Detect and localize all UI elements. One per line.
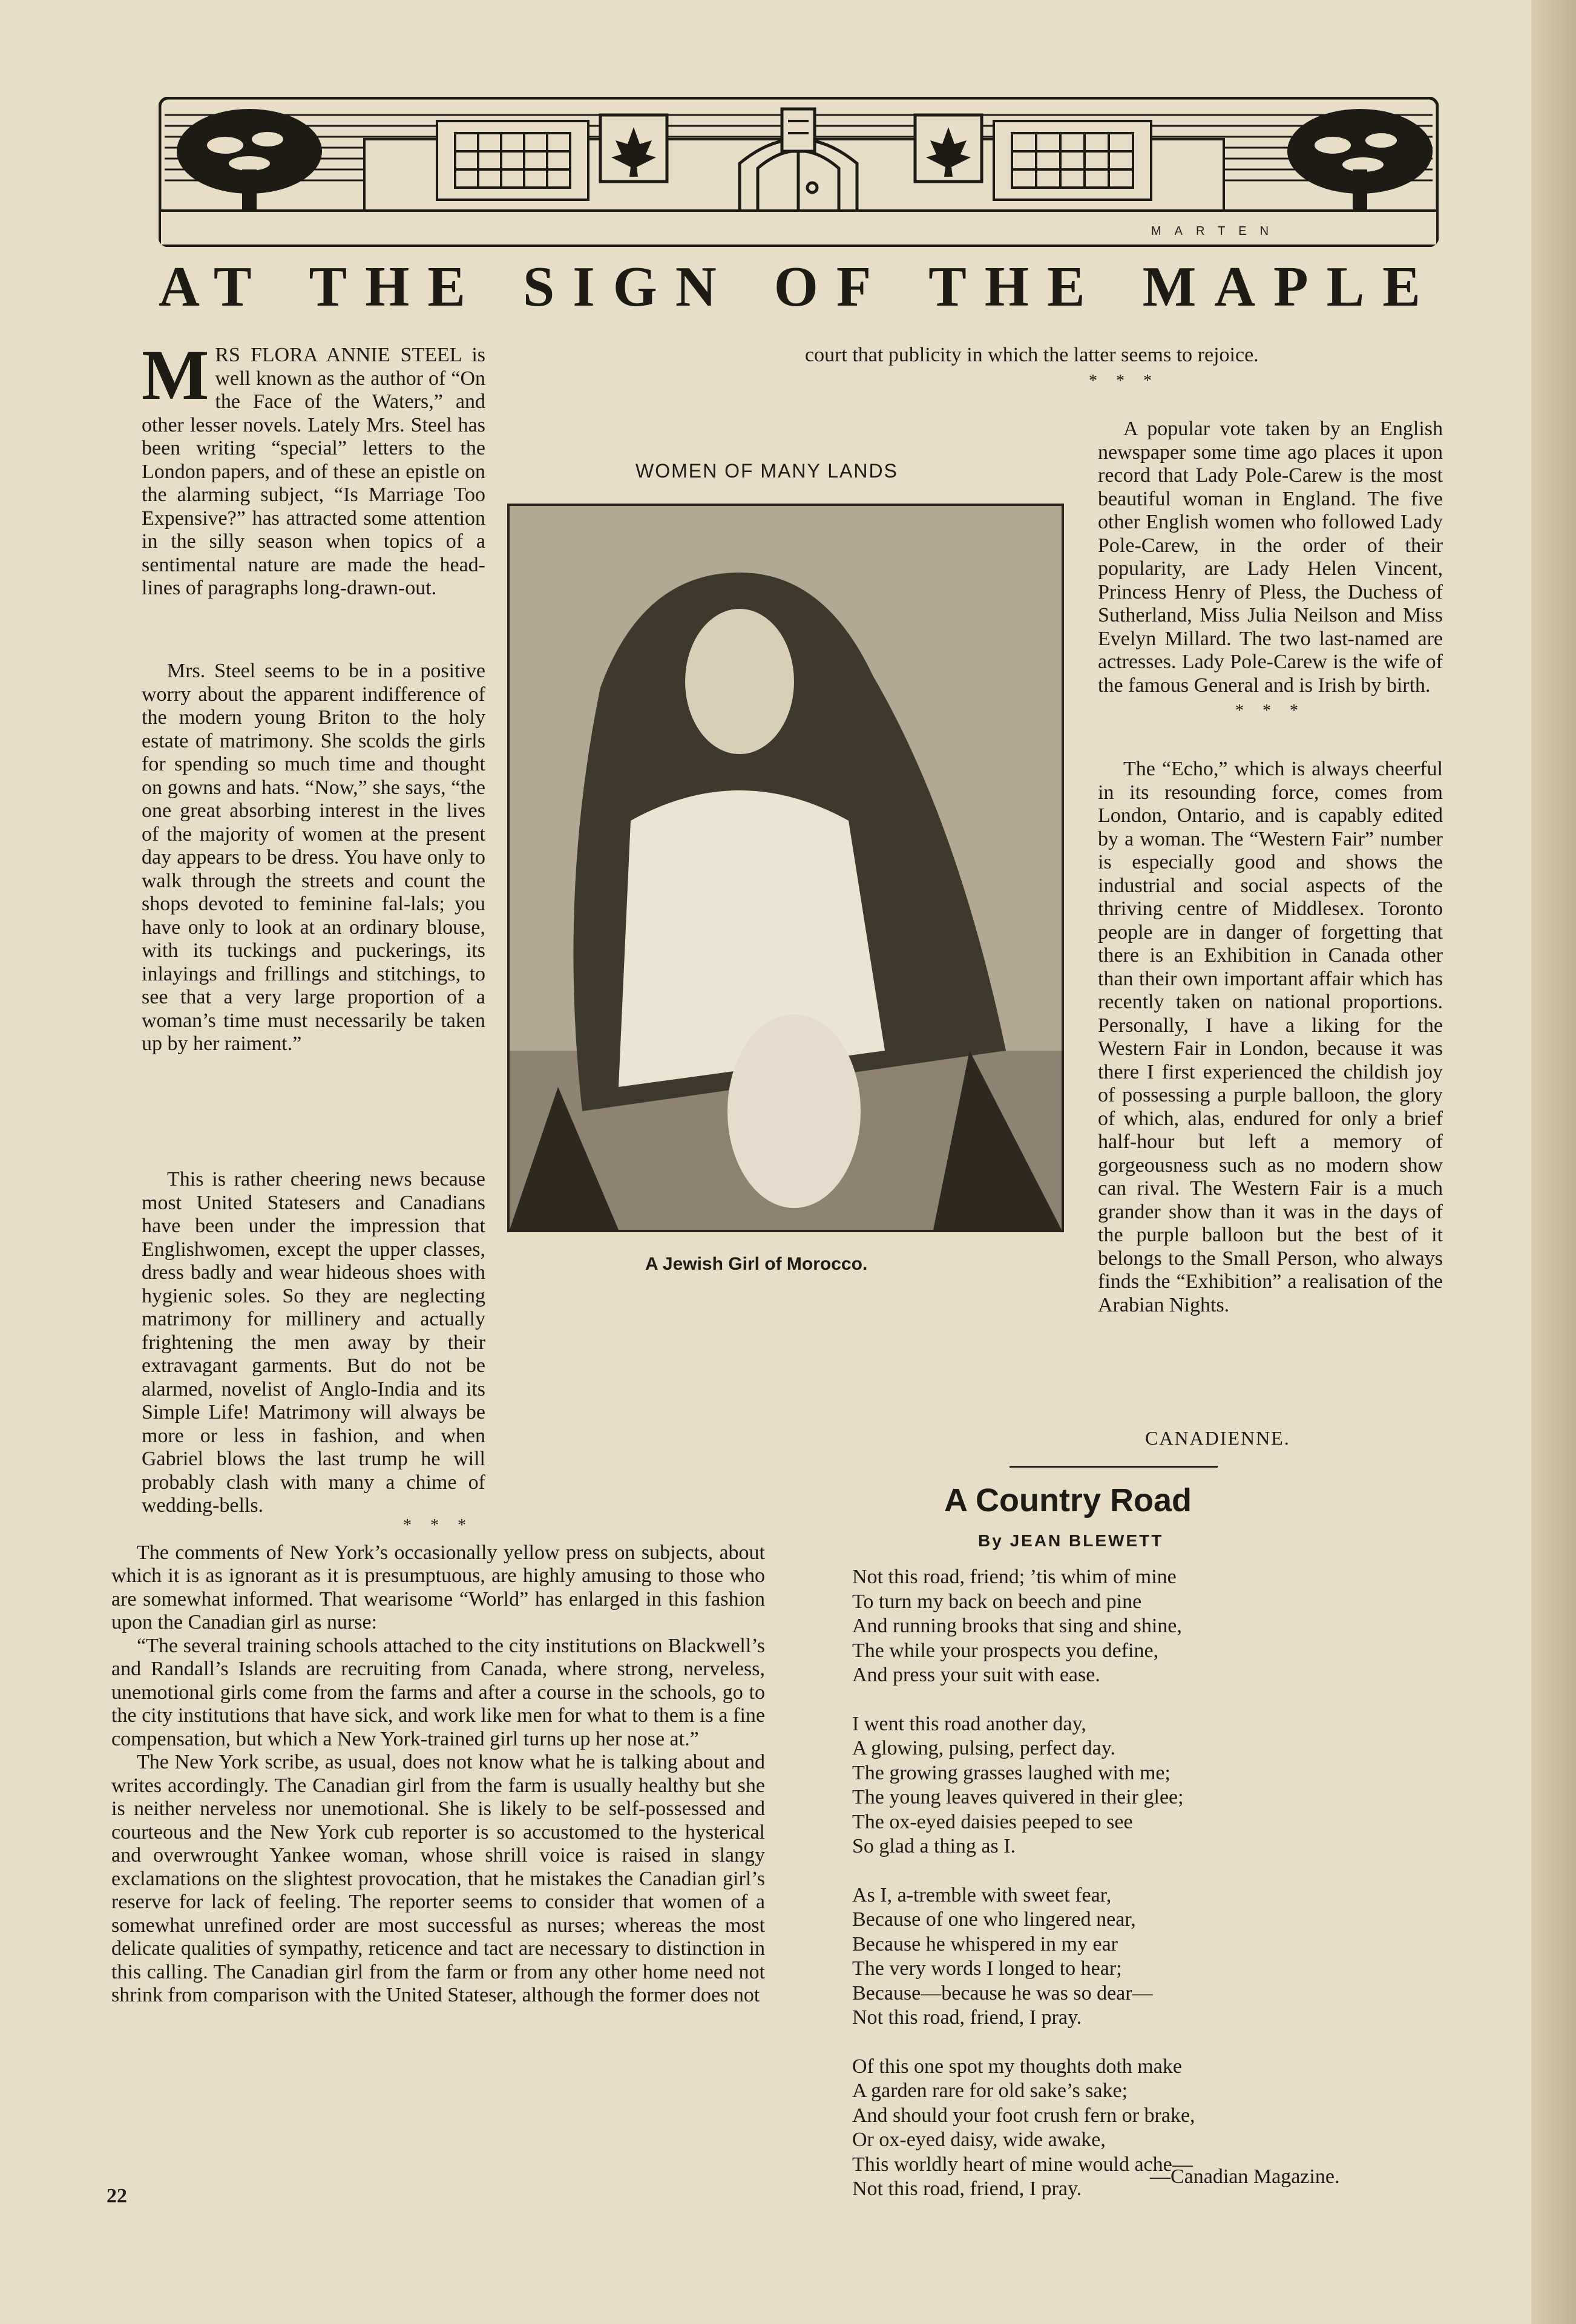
poem-line: I went this road another day,	[852, 1712, 1086, 1735]
article-paragraph: This is rather cheering news because most United Statesers and Canadians have been under the impression that Englishwomen, except the upper classes, dress badly and wear hideous shoes with hygienic soles. So they are neglecting matrimony for millinery and actually frightening the men away by their extravagant garments. But do not be alarmed, novelist of Anglo-India and its Simple Life! Matrimony will always be more or less in fashion, and when Gabriel blows the last trump he will probably clash with many a chime of wedding-bells.	[142, 1168, 485, 1517]
poem-line: Because of one who lingered near,	[852, 1908, 1136, 1931]
article-column-right-top	[805, 344, 1443, 396]
poem-stanza	[852, 1712, 1397, 1859]
page-title	[159, 254, 1439, 318]
title-word: AT	[159, 255, 270, 318]
lantern-icon	[782, 109, 815, 151]
article-paragraph: A popular vote taken by an English newspaper some time ago places it upon record that Lady Pole-Carew is the most beautiful woman in England. The five other English women who followed Lady Pole-Carew, in the order of their popularity, are Lady Helen Vincent, Princess Henry of Pless, the Duchess of Sutherland, Miss Julia Neilson and Miss Evelyn Millard. The two last-named are actresses. Lady Pole-Carew is the wife of the famous General and is Irish by birth.	[1098, 418, 1443, 697]
photo-caption: A Jewish Girl of Morocco.	[645, 1254, 868, 1274]
page-number: 22	[107, 2185, 127, 2207]
section-divider: * * *	[1089, 371, 1159, 390]
article-column-left-upper	[142, 335, 485, 600]
maple-sign-left-icon	[600, 115, 667, 182]
poem-line: The while your prospects you define,	[852, 1639, 1159, 1662]
article-paragraph: The “Echo,” which is always cheerful in its resounding force, comes from London, Ontario, and is capably edited by a woman. The “Western Fair” number is especially good and shows the industrial and social aspects of the thriving centre of Middlesex. Toronto people are in danger of forgetting that there is an Exhibition in Canada other than their own important affair which has recently taken on national proportions. Personally, I have a liking for the Western Fair in London, because it was there I first experienced the childish joy of possessing a purple balloon, the glory of which, alas, endured for only a brief half-hour but left a memory of gorgeousness such as no modern show can rival. The Western Fair is a much grander show than it was in the days of the purple balloon but the best of it belongs to the Small Person, who always finds the “Exhibition” a realisation of the Arabian Nights.	[1098, 758, 1443, 1316]
poem-line: The growing grasses laughed with me;	[852, 1761, 1171, 1784]
poem-line: Because—because he was so dear—	[852, 1981, 1153, 2004]
poem-title: A Country Road	[944, 1482, 1192, 1518]
section-divider: * * *	[1235, 701, 1305, 720]
portrait-photo	[507, 504, 1064, 1232]
poem-source: —Canadian Magazine.	[1150, 2165, 1340, 2188]
section-divider: * * *	[403, 1516, 473, 1535]
poem-line: As I, a-tremble with sweet fear,	[852, 1883, 1112, 1906]
poem-line: And running brooks that sing and shine,	[852, 1615, 1182, 1637]
paragraph-continuation: court that publicity in which the latter seems to rejoice.	[805, 344, 1259, 366]
poem-line: So glad a thing as I.	[852, 1835, 1016, 1857]
poem-stanza	[852, 1883, 1397, 2030]
title-word: THE	[309, 255, 484, 318]
paragraph-text: RS FLORA ANNIE STEEL is well known as the author of “On the Face of the Waters,” and other lesser novels. Lately Mrs. Steel has been writing “special” letters to the London papers, and of these an epistle on the alarming subject, “Is Marriage Too Expensive?” has attracted some attention in the silly season when topics of a sentimental nature are made the head-lines of paragraphs long-drawn-out.	[142, 344, 485, 599]
poem-line: Or ox-eyed daisy, wide awake,	[852, 2129, 1106, 2151]
poem-body	[852, 1565, 1397, 2226]
poem-line: A glowing, pulsing, perfect day.	[852, 1737, 1115, 1759]
title-word: SIGN	[522, 255, 735, 318]
article-signoff: CANADIENNE.	[1145, 1427, 1290, 1449]
poem-byline: By JEAN BLEWETT	[978, 1531, 1164, 1550]
article-column-right-lower	[1098, 758, 1443, 1317]
page-edge-shadow	[1531, 0, 1576, 2324]
title-word: THE	[928, 255, 1103, 318]
article-quote: “The several training schools attached to the city institutions on Blackwell’s and Randall’s Islands are recruiting from Canada, where strong, nerveless, unemotional girls come from the farms and after a course in the schools, go to the city institutions that have sick, and work like men for what to them is a fine compensation, but which a New York-trained girl turns up her nose at.”	[111, 1634, 765, 1750]
poem-line: Of this one spot my thoughts doth make	[852, 2055, 1182, 2078]
woman-portrait-icon	[510, 506, 1062, 1230]
title-word: MAPLE	[1142, 255, 1439, 318]
poem-line: The young leaves quivered in their glee;	[852, 1786, 1184, 1808]
poem-line: Not this road, friend; ’tis whim of mine	[852, 1566, 1177, 1588]
header-illustration	[159, 97, 1439, 247]
article-paragraph: The New York scribe, as usual, does not know what he is talking about and writes accordingly. The Canadian girl from the farm is usually healthy but she is neither nerveless nor unemotional. She is likely to be self-possessed and courteous and the New York cub reporter is so accustomed to the hysterical and overwrought Yankee woman, whose shrill voice is raised in slangy exclamations on the slightest provocation, that he mistakes the Canadian girl’s reserve for lack of feeling. The reporter seems to consider that women of a somewhat unrefined order are most successful as nurses; whereas the most delicate qualities of sympathy, reticence and tact are necessary to distinction in this calling. The Canadian girl from the farm or from any other home need not shrink from comparison with the United Stateser, although the former does not	[111, 1751, 765, 2006]
article-paragraph: Mrs. Steel seems to be in a positive worry about the apparent indifference of the modern young Briton to the holy estate of matrimony. She scolds the girls for spending so much time and thought on gowns and hats. “Now,” she says, “the one great absorbing interest in the lives of the majority of women at the present day appears to be dress. You have only to walk through the streets and count the shops devoted to feminine fal-lals; you have only to look at an ordinary blouse, with its tuckings and puckerings, its inlayings and frillings and stitchings, to see that a very large proportion of a woman’s time must necessarily be taken up by her raiment.”	[142, 660, 485, 1055]
article-column-left-middle	[142, 660, 485, 1056]
article-column-left-bottom	[111, 1512, 765, 2007]
title-word: OF	[773, 255, 890, 318]
poem-line: Not this road, friend, I pray.	[852, 2178, 1082, 2200]
poem-line: The very words I longed to hear;	[852, 1957, 1122, 1980]
poem-line: And should your foot crush fern or brake,	[852, 2104, 1195, 2127]
maple-sign-right-icon	[915, 115, 982, 182]
poem-top-rule	[1010, 1466, 1218, 1468]
article-paragraph	[142, 335, 485, 600]
article-column-right-upper	[1098, 418, 1443, 727]
poem-line: Not this road, friend, I pray.	[852, 2006, 1082, 2029]
poem-line: To turn my back on beech and pine	[852, 1590, 1142, 1613]
poem-line: This worldly heart of mine would ache—	[852, 2153, 1193, 2176]
poem-line: Because he whispered in my ear	[852, 1932, 1118, 1955]
poem-line: And press your suit with ease.	[852, 1664, 1100, 1686]
poem-stanza	[852, 1565, 1397, 1688]
poem-line: The ox-eyed daisies peeped to see	[852, 1810, 1133, 1833]
photo-section-label: WOMEN OF MANY LANDS	[635, 460, 898, 482]
article-paragraph: The comments of New York’s occasionally yellow press on subjects, about which it is as ignorant as it is presumptuous, are highly amusing to those who are somewhat informed. That wearisome “World” has enlarged in this fashion upon the Canadian girl as nurse:	[111, 1541, 765, 1633]
drop-cap: M	[142, 335, 209, 415]
article-column-left-lower	[142, 1168, 485, 1518]
poem-line: A garden rare for old sake’s sake;	[852, 2079, 1128, 2102]
artist-signature: MARTEN	[1151, 225, 1282, 238]
